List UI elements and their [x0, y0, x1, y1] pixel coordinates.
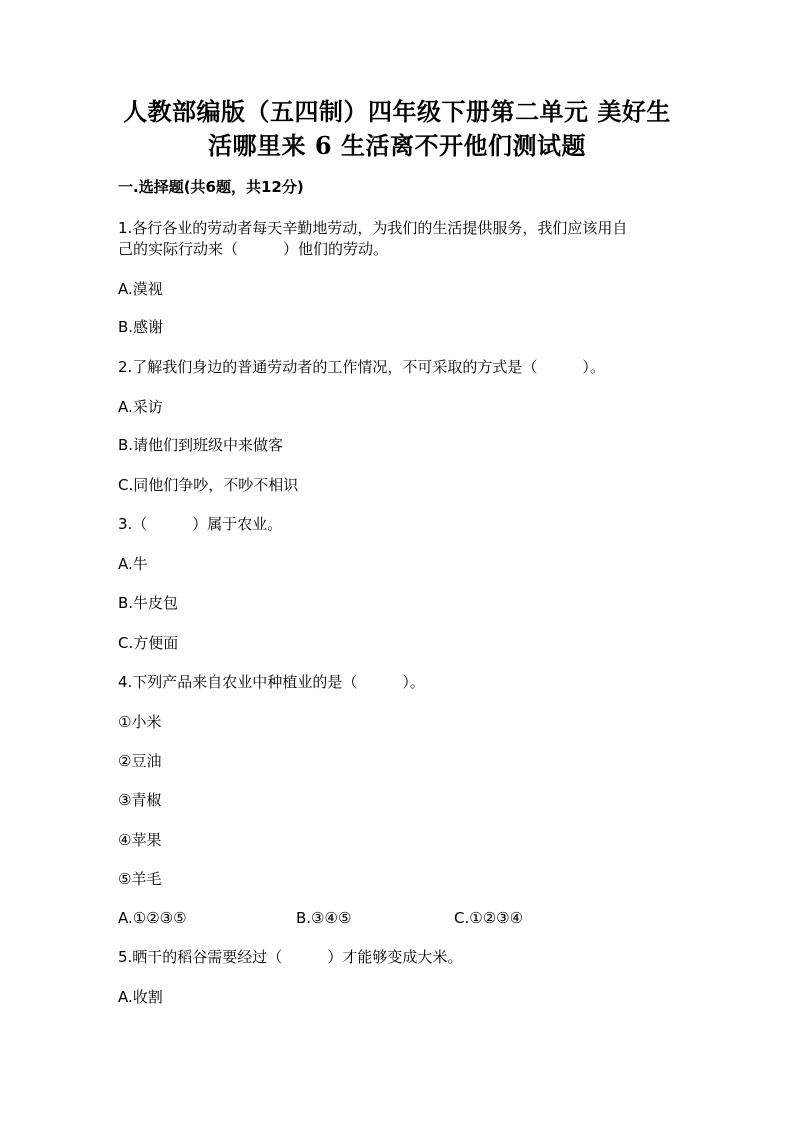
- question-4-option-a: A.①②③⑤: [118, 909, 187, 927]
- question-2-stem: 2.了解我们身边的普通劳动者的工作情况，不可采取的方式是（ ）。: [118, 358, 605, 376]
- question-3-option-c: C.方便面: [118, 634, 179, 652]
- section-heading: 一.选择题(共6题，共12分): [118, 178, 304, 196]
- question-4-item-1: ①小米: [118, 713, 162, 731]
- question-5-stem: 5.晒干的稻谷需要经过（ ）才能够变成大米。: [118, 948, 463, 966]
- page-title-line-2: 活哪里来 6 生活离不开他们测试题: [208, 131, 586, 160]
- question-1-option-b: B.感谢: [118, 318, 164, 336]
- question-3-option-b: B.牛皮包: [118, 594, 179, 612]
- question-4-item-5: ⑤羊毛: [118, 870, 162, 888]
- question-2-option-a: A.采访: [118, 398, 163, 416]
- question-4-item-3: ③青椒: [118, 791, 162, 809]
- page-title-line-1: 人教部编版（五四制）四年级下册第二单元 美好生: [123, 97, 671, 126]
- question-3-option-a: A.牛: [118, 555, 148, 573]
- question-2-option-b: B.请他们到班级中来做客: [118, 436, 284, 454]
- question-4-option-b: B.③④⑤: [296, 909, 352, 927]
- question-5-option-a: A.收割: [118, 988, 163, 1006]
- question-4-stem: 4.下列产品来自农业中种植业的是（ ）。: [118, 673, 425, 691]
- question-4-item-4: ④苹果: [118, 831, 162, 849]
- question-1-stem-line-2: 己的实际行动来（ ）他们的劳动。: [118, 240, 389, 258]
- question-1-stem-line-1: 1.各行各业的劳动者每天辛勤地劳动，为我们的生活提供服务，我们应该用自: [118, 219, 628, 237]
- question-4-option-c: C.①②③④: [454, 909, 524, 927]
- question-2-option-c: C.同他们争吵，不吵不相识: [118, 476, 299, 494]
- question-4-item-2: ②豆油: [118, 752, 162, 770]
- question-1-option-a: A.漠视: [118, 280, 163, 298]
- question-3-stem: 3.（ ）属于农业。: [118, 515, 283, 533]
